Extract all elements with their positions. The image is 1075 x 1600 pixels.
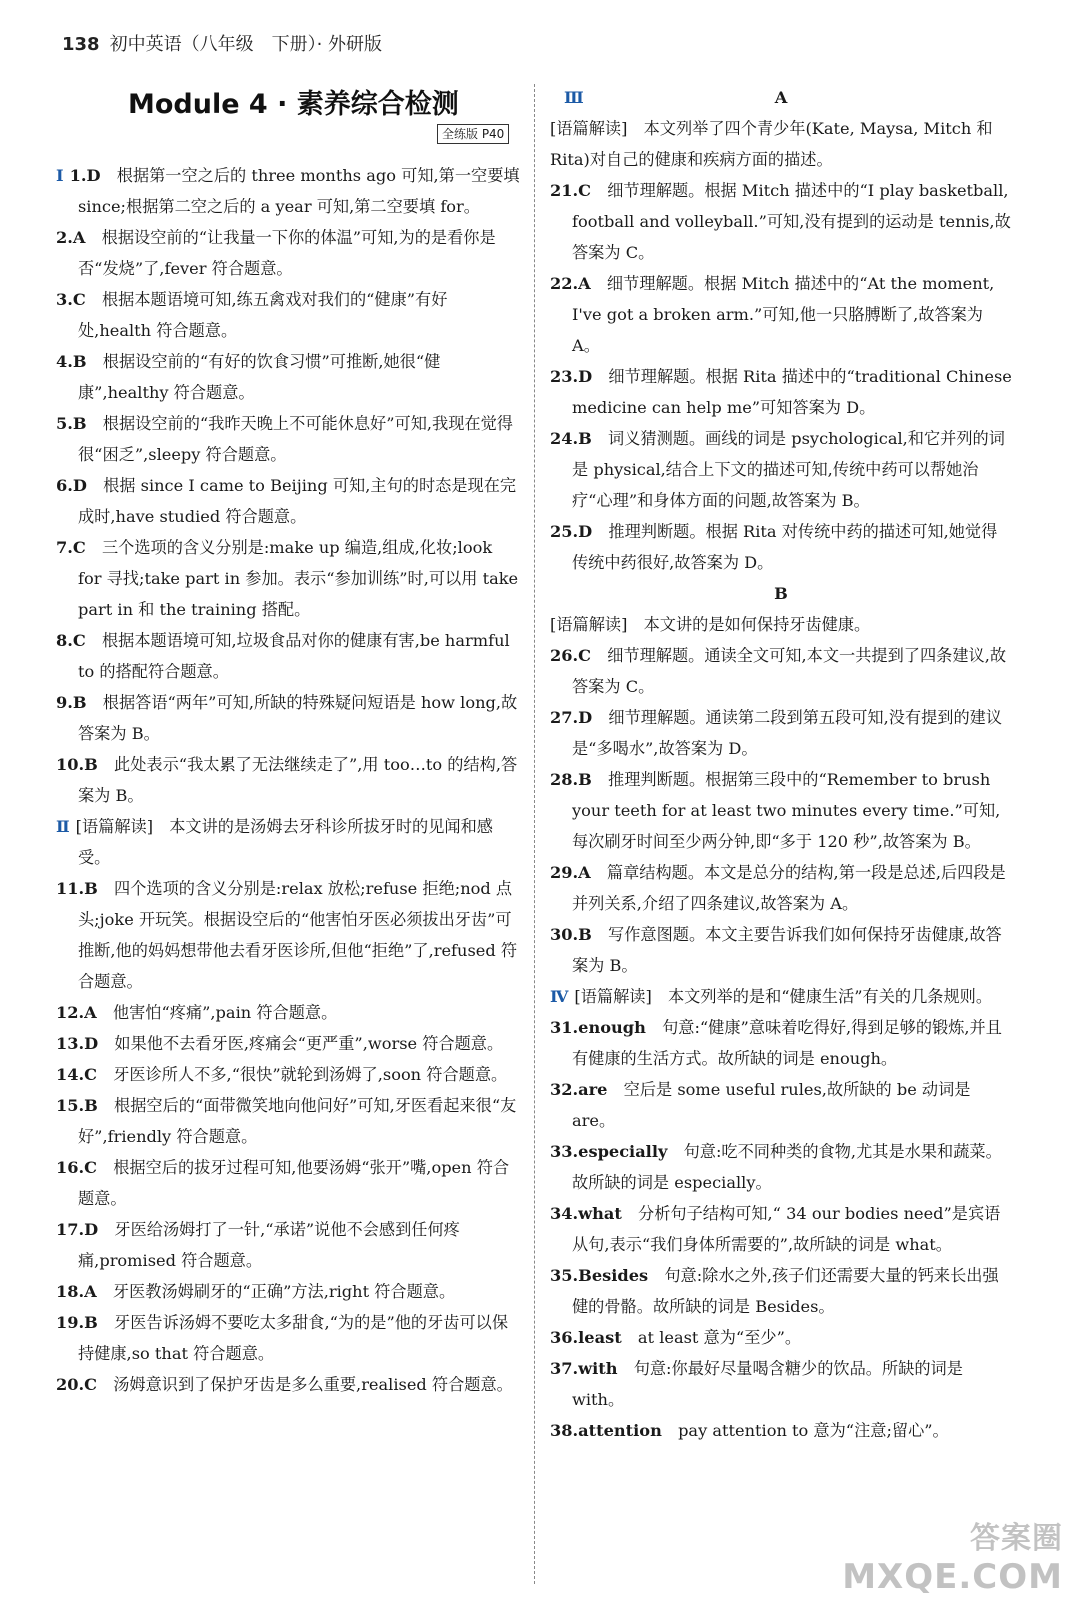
answer-item	[56, 687, 520, 749]
answer-explanation: 细节理解题。根据 Rita 描述中的“traditional Chinese medicine can help me”可知答案为 D。	[572, 367, 1012, 417]
answer-item	[550, 423, 1012, 516]
answer-explanation: 牙医诊所人不多,“很快”就轮到汤姆了,soon 符合题意。	[113, 1065, 508, 1084]
answer-item	[56, 1307, 520, 1369]
answer-explanation: 根据本题语境可知,垃圾食品对你的健康有害,be harmful to 的搭配符合题意。	[78, 631, 510, 681]
answer-number: 8.C	[56, 631, 86, 650]
answer-explanation: 根据设空前的“让我量一下你的体温”可知,为的是看你是否“发烧”了,fever 符合题意。	[78, 228, 496, 278]
answer-number: 2.A	[56, 228, 86, 247]
answer-explanation: 根据空后的拔牙过程可知,他要汤姆“张开”嘴,open 符合题意。	[78, 1158, 510, 1208]
answer-item	[56, 811, 520, 873]
section-heading	[550, 82, 1012, 113]
answer-item	[56, 997, 520, 1028]
answer-number: 16.C	[56, 1158, 98, 1177]
answer-explanation: [语篇解读] 本文列举了四个青少年(Kate, Maysa, Mitch 和 Rita)对自己的健康和疾病方面的描述。	[550, 119, 993, 169]
answer-number: 38.attention	[550, 1421, 662, 1440]
answer-explanation: 句意:“健康”意味着吃得好,得到足够的锻炼,并且有健康的生活方式。故所缺的词是 enough。	[572, 1018, 1002, 1068]
answer-number: 28.B	[550, 770, 592, 789]
answer-item	[550, 113, 1012, 175]
answer-number: 1.D	[69, 166, 101, 185]
answer-explanation: 根据设空前的“有好的饮食习惯”可推断,她很“健康”,healthy 符合题意。	[78, 352, 441, 402]
answer-explanation: 汤姆意识到了保护牙齿是多么重要,realised 符合题意。	[113, 1375, 513, 1394]
answer-item	[56, 1059, 520, 1090]
watermark	[842, 1520, 1063, 1596]
answer-number: 14.C	[56, 1065, 98, 1084]
answer-item	[56, 222, 520, 284]
answer-number: 32.are	[550, 1080, 608, 1099]
answer-number: 22.A	[550, 274, 591, 293]
page-number: 138	[62, 34, 100, 55]
answer-number: 31.enough	[550, 1018, 646, 1037]
answer-item	[550, 981, 1012, 1012]
answer-item	[550, 764, 1012, 857]
section-heading	[550, 578, 1012, 609]
answer-item	[56, 470, 520, 532]
answer-number: 29.A	[550, 863, 591, 882]
answer-number: 23.D	[550, 367, 593, 386]
answer-item	[56, 1214, 520, 1276]
page-header	[62, 30, 382, 56]
answer-item	[550, 268, 1012, 361]
answer-explanation: 篇章结构题。本文是总分的结构,第一段是总述,后四段是并列关系,介绍了四条建议,故答案为 A。	[572, 863, 1006, 913]
answer-number: 19.B	[56, 1313, 98, 1332]
answer-explanation: 根据第一空之后的 three months ago 可知,第一空要填 since;根据第二空之后的 a year 可知,第二空要填 for。	[78, 166, 520, 216]
answer-explanation: [语篇解读] 本文讲的是汤姆去牙科诊所拔牙时的见闻和感受。	[75, 817, 493, 867]
answer-item	[550, 361, 1012, 423]
answer-item	[550, 702, 1012, 764]
answer-item	[56, 1152, 520, 1214]
answer-explanation: 如果他不去看牙医,疼痛会“更严重”,worse 符合题意。	[114, 1034, 504, 1053]
answer-item	[550, 609, 1012, 640]
answer-number: 5.B	[56, 414, 87, 433]
answer-number: 3.C	[56, 290, 86, 309]
answer-explanation: 推理判断题。根据 Rita 对传统中药的描述可知,她觉得传统中药很好,故答案为 D。	[572, 522, 998, 572]
answer-explanation: 空后是 some useful rules,故所缺的 be 动词是 are。	[572, 1080, 971, 1130]
answer-number: 36.least	[550, 1328, 622, 1347]
section-letter: A	[774, 88, 788, 107]
answer-explanation: 分析句子结构可知,“ 34 our bodies need”是宾语从句,表示“我们身体所需要的”,故所缺的词是 what。	[572, 1204, 1001, 1254]
answer-item	[56, 1276, 520, 1307]
answer-item	[56, 1369, 520, 1400]
section-marker: Ⅱ	[56, 817, 70, 836]
answer-explanation: 根据空后的“面带微笑地向他问好”可知,牙医看起来很“友好”,friendly 符合题意。	[78, 1096, 517, 1146]
answer-number: 7.C	[56, 538, 86, 557]
answer-explanation: 写作意图题。本文主要告诉我们如何保持牙齿健康,故答案为 B。	[572, 925, 1002, 975]
answer-item	[550, 175, 1012, 268]
answer-item	[550, 1198, 1012, 1260]
book-title: 初中英语（八年级 下册）· 外研版	[109, 34, 383, 55]
answer-number: 25.D	[550, 522, 593, 541]
answer-explanation: 牙医告诉汤姆不要吃太多甜食,“为的是”他的牙齿可以保持健康,so that 符合题意。	[78, 1313, 509, 1363]
answer-number: 17.D	[56, 1220, 99, 1239]
answer-explanation: 牙医教汤姆刷牙的“正确”方法,right 符合题意。	[112, 1282, 456, 1301]
answer-number: 34.what	[550, 1204, 622, 1223]
answer-explanation: 三个选项的含义分别是:make up 编造,组成,化妆;look for 寻找;take part in 参加。表示“参加训练”时,可以用 take part in 和 the training 搭配。	[78, 538, 519, 619]
answer-number: 13.D	[56, 1034, 99, 1053]
answer-number: 27.D	[550, 708, 593, 727]
page-title: Module 4 · 素养综合检测	[128, 89, 459, 120]
column-divider	[534, 84, 535, 1584]
answer-explanation: 牙医给汤姆打了一针,“承诺”说他不会感到任何疼痛,promised 符合题意。	[78, 1220, 460, 1270]
answer-explanation: 细节理解题。通读第二段到第五段可知,没有提到的建议是“多喝水”,故答案为 D。	[572, 708, 1003, 758]
answer-item	[550, 1415, 1012, 1446]
answer-explanation: [语篇解读] 本文列举的是和“健康生活”有关的几条规则。	[574, 987, 993, 1006]
answer-explanation: 推理判断题。根据第三段中的“Remember to brush your teeth for at least two minutes every time.”可知,每次刷牙时间至少两分钟,即“多于 120 秒”,故答案为 B。	[572, 770, 1001, 851]
answer-item	[56, 1090, 520, 1152]
watermark-top: 答案圈	[970, 1521, 1063, 1556]
answer-explanation: 根据 since I came to Beijing 可知,主句的时态是现在完成时,have studied 符合题意。	[78, 476, 517, 526]
answer-item	[550, 1012, 1012, 1074]
right-column	[550, 82, 1012, 1446]
answer-item	[550, 919, 1012, 981]
answer-number: 37.with	[550, 1359, 618, 1378]
answer-explanation: 句意:除水之外,孩子们还需要大量的钙来长出强健的骨骼。故所缺的词是 Besides。	[572, 1266, 999, 1316]
answer-item	[550, 640, 1012, 702]
answer-item	[550, 1136, 1012, 1198]
answer-number: 6.D	[56, 476, 87, 495]
answer-explanation: 句意:你最好尽量喝含糖少的饮品。所缺的词是 with。	[572, 1359, 963, 1409]
answer-number: 20.C	[56, 1375, 98, 1394]
answer-explanation: 根据设空前的“我昨天晚上不可能休息好”可知,我现在觉得很“困乏”,sleepy 符合题意。	[78, 414, 513, 464]
answer-item	[550, 1353, 1012, 1415]
answer-explanation: 四个选项的含义分别是:relax 放松;refuse 拒绝;nod 点头;joke 开玩笑。根据设空后的“他害怕牙医必须拔出牙齿”可推断,他的妈妈想带他去看牙医诊所,但他“拒绝”了,refused 符合题意。	[78, 879, 518, 991]
answer-item	[56, 346, 520, 408]
answer-explanation: 他害怕“疼痛”,pain 符合题意。	[112, 1003, 338, 1022]
answer-number: 9.B	[56, 693, 87, 712]
answer-item	[550, 857, 1012, 919]
answer-item	[56, 408, 520, 470]
section-marker: Ⅳ	[550, 987, 569, 1006]
answer-number: 10.B	[56, 755, 98, 774]
section-marker: Ⅲ	[564, 88, 584, 107]
reference-tag: 全练版 P40	[437, 124, 509, 144]
answer-explanation: 根据答语“两年”可知,所缺的特殊疑问短语是 how long,故答案为 B。	[78, 693, 518, 743]
answer-explanation: [语篇解读] 本文讲的是如何保持牙齿健康。	[550, 615, 871, 634]
answer-item	[550, 516, 1012, 578]
answer-explanation: pay attention to 意为“注意;留心”。	[678, 1421, 949, 1440]
answer-number: 24.B	[550, 429, 592, 448]
answer-number: 35.Besides	[550, 1266, 649, 1285]
answer-explanation: at least 意为“至少”。	[637, 1328, 802, 1347]
answer-number: 18.A	[56, 1282, 97, 1301]
answer-number: 21.C	[550, 181, 592, 200]
watermark-bottom: MXQE.COM	[842, 1557, 1063, 1597]
answer-number: 33.especially	[550, 1142, 668, 1161]
answer-explanation: 词义猜测题。画线的词是 psychological,和它并列的词是 physical,结合上下文的描述可知,传统中药可以帮她治疗“心理”和身体方面的问题,故答案为 B。	[572, 429, 1005, 510]
section-marker: Ⅰ	[56, 166, 64, 185]
answer-item	[56, 284, 520, 346]
answer-number: 12.A	[56, 1003, 97, 1022]
answer-number: 11.B	[56, 879, 98, 898]
answer-number: 26.C	[550, 646, 592, 665]
section-letter: B	[774, 584, 788, 603]
answer-number: 15.B	[56, 1096, 98, 1115]
answer-item	[56, 749, 520, 811]
answer-item	[56, 873, 520, 997]
answer-explanation: 此处表示“我太累了无法继续走了”,用 too…to 的结构,答案为 B。	[78, 755, 518, 805]
answer-item	[550, 1074, 1012, 1136]
answer-number: 4.B	[56, 352, 87, 371]
answer-explanation: 细节理解题。根据 Mitch 描述中的“I play basketball, football and volleyball.”可知,没有提到的运动是 tennis,故答案为 C。	[572, 181, 1011, 262]
answer-explanation: 细节理解题。根据 Mitch 描述中的“At the moment, I've got a broken arm.”可知,他一只胳膊断了,故答案为 A。	[572, 274, 995, 355]
answer-item	[56, 1028, 520, 1059]
answer-explanation: 句意:吃不同种类的食物,尤其是水果和蔬菜。故所缺的词是 especially。	[572, 1142, 1002, 1192]
answer-item	[56, 625, 520, 687]
answer-item	[56, 160, 520, 222]
answer-item	[550, 1260, 1012, 1322]
answer-item	[56, 532, 520, 625]
answer-item	[550, 1322, 1012, 1353]
answer-explanation: 细节理解题。通读全文可知,本文一共提到了四条建议,故答案为 C。	[572, 646, 1007, 696]
answer-number: 30.B	[550, 925, 592, 944]
left-column	[56, 160, 520, 1400]
answer-explanation: 根据本题语境可知,练五禽戏对我们的“健康”有好处,health 符合题意。	[78, 290, 448, 340]
